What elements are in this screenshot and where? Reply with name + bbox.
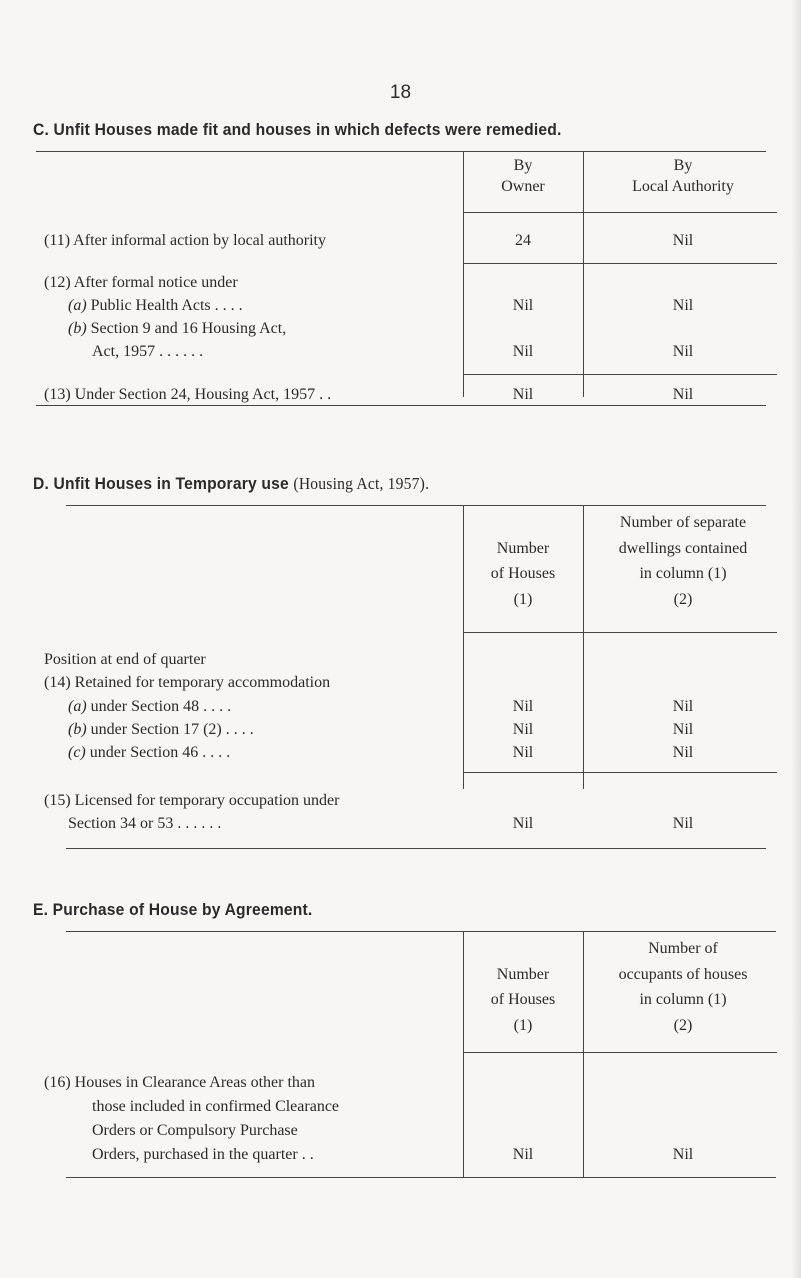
table-e-row-16-line4: Orders, purchased in the quarter . . (92, 1146, 314, 1163)
table-d-row-14a-label: (a) under Section 48 . . . . (68, 698, 232, 715)
table-e-bottom-rule (66, 1177, 776, 1178)
table-c-row-12a-col1: Nil (512, 297, 534, 314)
table-c-row-11-col2: Nil (672, 232, 694, 249)
table-c-col2-header-line2: Local Authority (632, 178, 734, 195)
table-d-row-15-col2: Nil (672, 815, 694, 832)
section-c-heading: C. Unfit Houses made fit and houses in which defects were remedied. (33, 120, 562, 139)
section-d-heading: D. Unfit Houses in Temporary use (Housing Act, 1957). (33, 474, 430, 493)
table-d-row-14b-col1: Nil (512, 721, 534, 738)
table-c-rule-3 (463, 374, 777, 375)
table-d-row-14b-label: (b) under Section 17 (2) . . . . (68, 721, 254, 738)
table-e-col2-header-line4: (2) (673, 1017, 693, 1034)
table-c-row-12a-col2: Nil (672, 297, 694, 314)
table-d-header-rule (463, 632, 777, 633)
table-e-row-16-line3: Orders or Compulsory Purchase (92, 1122, 298, 1139)
table-e-col1-header-line1: Number (496, 966, 550, 983)
table-e-col1-header-line2: of Houses (490, 991, 556, 1008)
table-c-rule-2 (463, 263, 777, 264)
table-e-col2-header-line1: Number of (648, 940, 718, 957)
table-d-row-14c-label: (c) under Section 46 . . . . (68, 744, 231, 761)
table-c-row-13-col2: Nil (672, 386, 694, 403)
table-c-row-12b-col2: Nil (672, 343, 694, 360)
table-d-row-14a-col2: Nil (672, 698, 694, 715)
table-c-col2-header-line1: By (673, 157, 693, 174)
table-c-row-11-label: (11) After informal action by local authority (44, 232, 326, 249)
page-edge-shadow (791, 0, 801, 1278)
table-c-top-rule (36, 151, 766, 152)
table-c-row-12b-label: (b) Section 9 and 16 Housing Act, (68, 320, 287, 337)
table-d-col1-header-line2: of Houses (490, 565, 556, 582)
table-d-col2-header-line4: (2) (673, 591, 693, 608)
table-d-row-14b-col2: Nil (672, 721, 694, 738)
table-e-top-rule (66, 931, 776, 932)
table-c-bottom-rule (36, 405, 766, 406)
table-c-col1-header-line2: Owner (501, 178, 545, 195)
table-d-row-14c-col1: Nil (512, 744, 534, 761)
table-c-col1-header-line1: By (513, 157, 533, 174)
table-e-row-16-line2: those included in confirmed Clearance (92, 1098, 340, 1115)
table-d-row-14a-col1: Nil (512, 698, 534, 715)
table-e-header-rule (463, 1052, 777, 1053)
table-e-col2-header-line3: in column (1) (639, 991, 727, 1008)
table-c-row-13-label: (13) Under Section 24, Housing Act, 1957 . . (44, 386, 332, 403)
table-d-rule-2 (463, 772, 777, 773)
table-e-col2-header-line2: occupants of houses (618, 966, 748, 983)
table-e-col1-header-line3: (1) (513, 1017, 533, 1034)
table-d-top-rule (66, 505, 766, 506)
table-e-row-16-col2: Nil (672, 1146, 694, 1163)
table-c-row-12b-col1: Nil (512, 343, 534, 360)
table-c-row-13-col1: Nil (512, 386, 534, 403)
table-e-divider-1-lower (463, 1080, 464, 1177)
table-d-col2-header-line1: Number of separate (619, 514, 747, 531)
table-c-header-rule (463, 212, 777, 213)
table-d-row-15-cont-label: Section 34 or 53 . . . . . . (68, 815, 222, 832)
table-d-row-15-col1: Nil (512, 815, 534, 832)
table-d-row-14c-col2: Nil (672, 744, 694, 761)
table-c-row-12a-label: (a) Public Health Acts . . . . (68, 297, 243, 314)
table-d-col2-header-line3: in column (1) (639, 565, 727, 582)
page-number: 18 (389, 82, 412, 103)
table-c-row-12b-cont-label: Act, 1957 . . . . . . (92, 343, 204, 360)
table-c-row-11-col1: 24 (515, 232, 531, 249)
table-d-col1-header-line1: Number (496, 540, 550, 557)
table-d-bottom-rule (66, 848, 766, 849)
section-e-heading: E. Purchase of House by Agreement. (33, 900, 313, 919)
table-e-divider-2-lower (583, 1080, 584, 1177)
table-c-row-12-label: (12) After formal notice under (44, 274, 238, 291)
table-e-row-16-col1: Nil (512, 1146, 534, 1163)
table-d-row-14-label: (14) Retained for temporary accommodation (44, 674, 331, 691)
table-d-position-label: Position at end of quarter (44, 651, 206, 668)
table-e-row-16-line1: (16) Houses in Clearance Areas other than (44, 1074, 316, 1091)
table-d-col2-header-line2: dwellings contained (618, 540, 748, 557)
table-d-col1-header-line3: (1) (513, 591, 533, 608)
table-d-row-15-label: (15) Licensed for temporary occupation under (44, 792, 340, 809)
